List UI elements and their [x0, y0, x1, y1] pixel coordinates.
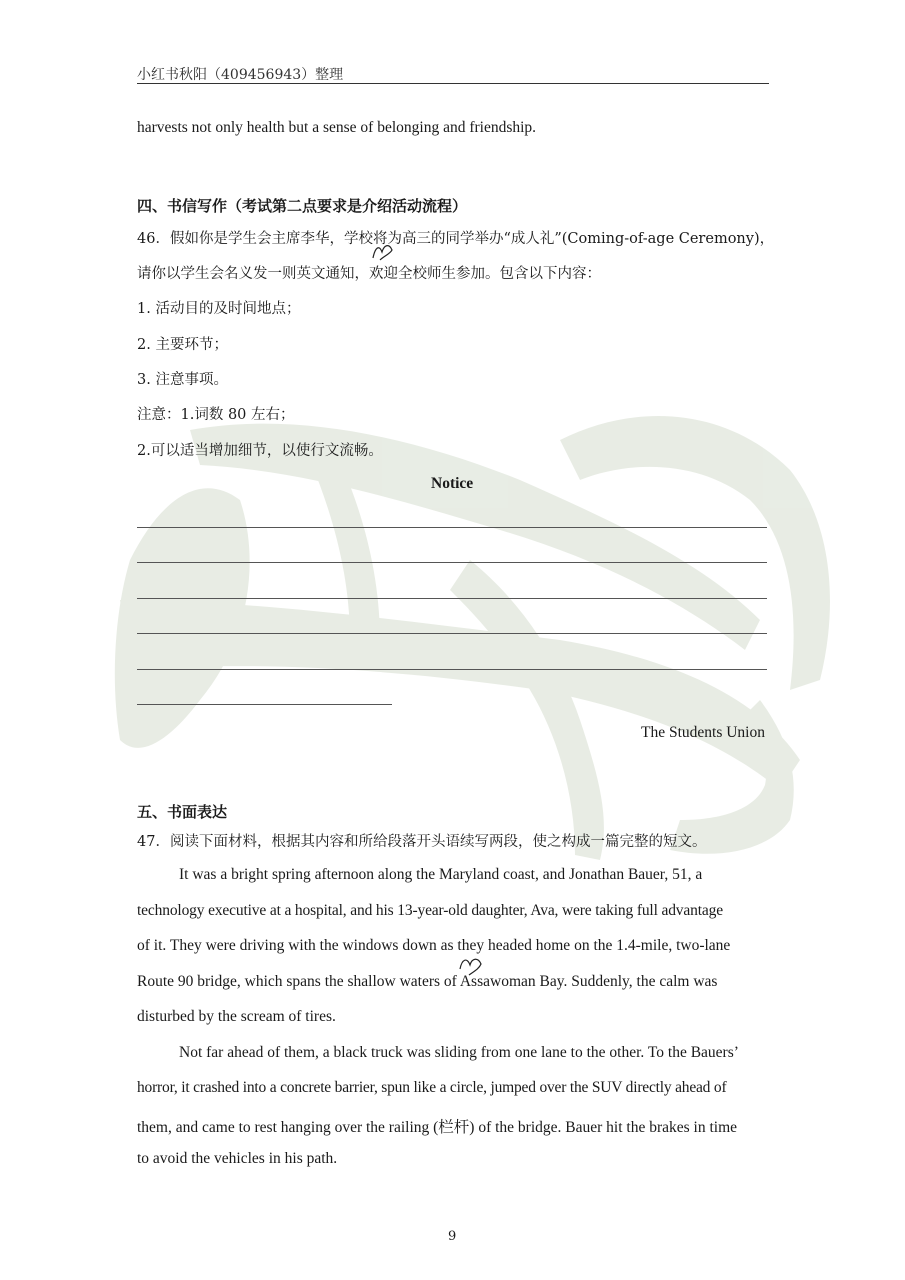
paragraph1-line: technology executive at a hospital, and his 13-year-old daughter, Ava, were taking full advantage [137, 902, 723, 919]
section4-prompt-line1: 46．假如你是学生会主席李华，学校将为高三的同学举办“成人礼”(Coming-of-age Ceremony)， [137, 231, 775, 247]
paragraph2-line: Not far ahead of them, a black truck was sliding from one lane to the other. To the Bauers’ [179, 1044, 739, 1061]
paragraph1-line: of it. They were driving with the windows down as they headed home on the 1.4-mile, two-lane [137, 937, 731, 954]
paragraph2-line: to avoid the vehicles in his path. [137, 1150, 338, 1167]
header-text: 小红书秋阳（409456943）整理 [137, 67, 344, 83]
handwritten-mark-1 [370, 240, 396, 262]
section4-prompt-line2: 请你以学生会名义发一则英文通知，欢迎全校师生参加。包含以下内容： [137, 266, 601, 282]
notice-title: Notice [431, 475, 474, 492]
section5-prompt: 47．阅读下面材料，根据其内容和所给段落开头语续写两段，使之构成一篇完整的短文。 [137, 834, 707, 850]
paragraph1-line: Route 90 bridge, which spans the shallow waters of Assawoman Bay. Suddenly, the calm was [137, 973, 718, 990]
section5-heading: 五、书面表达 [137, 803, 228, 821]
paragraph1-line: disturbed by the scream of tires. [137, 1008, 336, 1025]
paragraph2-line: them, and came to rest hanging over the railing (栏杆) of the bridge. Bauer hit the brakes in time [137, 1119, 738, 1136]
carryover-text: harvests not only health but a sense of belonging and friendship. [137, 119, 537, 136]
notice-signature: The Students Union [641, 724, 765, 741]
answer-line [137, 562, 767, 563]
section4-item-3: 3. 注意事项。 [137, 372, 228, 388]
answer-line-short [137, 704, 392, 705]
section4-note1: 注意：1.词数 80 左右； [137, 407, 295, 423]
paragraph1-line: It was a bright spring afternoon along the Maryland coast, and Jonathan Bauer, 51, a [179, 866, 703, 883]
section4-heading: 四、书信写作（考试第二点要求是介绍活动流程） [137, 197, 468, 215]
section4-item-2: 2. 主要环节； [137, 337, 228, 353]
paragraph2-line: horror, it crashed into a concrete barrier, spun like a circle, jumped over the SUV directly ahead of [137, 1079, 727, 1096]
answer-line [137, 527, 767, 528]
section4-item-1: 1. 活动目的及时间地点； [137, 301, 301, 317]
header-rule [137, 83, 769, 84]
answer-line [137, 669, 767, 670]
section4-note2: 2.可以适当增加细节，以使行文流畅。 [137, 443, 383, 459]
page-number: 9 [448, 1229, 457, 1244]
answer-line [137, 633, 767, 634]
answer-line [137, 598, 767, 599]
